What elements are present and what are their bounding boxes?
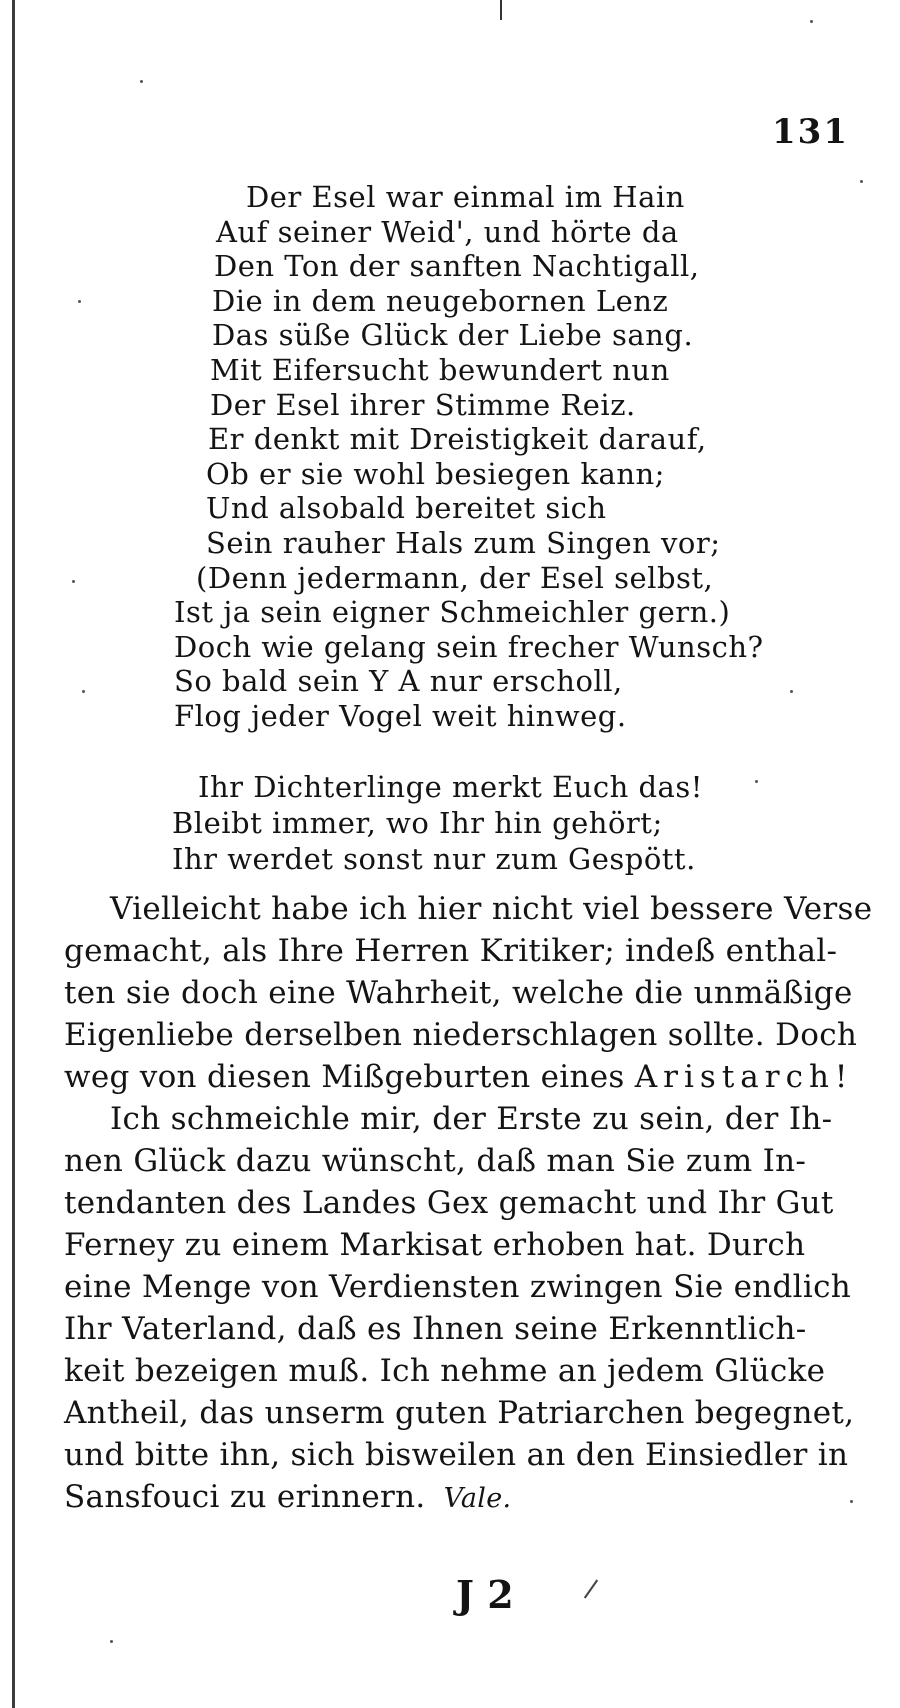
poem-line: Auf seiner Weid', und hörte da — [216, 214, 679, 249]
poem-line: Den Ton der sanften Nachtigall, — [214, 249, 700, 284]
scan-speck — [860, 180, 863, 183]
scan-speck — [810, 20, 813, 23]
prose-line: tendanten des Landes Gex gemacht und Ihr Gut — [64, 1185, 834, 1221]
scan-speck — [755, 780, 758, 783]
scan-speck — [110, 1640, 113, 1643]
poem-line: Ihr Dichterlinge merkt Euch das! — [198, 770, 703, 804]
poem-line: Er denkt mit Dreistigkeit darauf, — [208, 422, 707, 457]
prose-line — [64, 1058, 848, 1096]
prose-line: eine Menge von Verdiensten zwingen Sie endlich — [64, 1269, 852, 1305]
poem-line: Der Esel ihrer Stimme Reiz. — [210, 387, 636, 422]
poem-line: Und alsobald bereitet sich — [206, 491, 607, 526]
prose-line-text: weg von diesen Mißgeburten eines — [64, 1059, 625, 1095]
prose-line: gemacht, als Ihre Herren Kritiker; indeß enthal- — [64, 933, 838, 969]
prose-line: Antheil, das unserm guten Patriarchen begegnet, — [64, 1395, 855, 1431]
prose-line: Vielleicht habe ich hier nicht viel bessere Verse — [110, 891, 873, 927]
prose-line: nen Glück dazu wünscht, daß man Sie zum In- — [64, 1143, 807, 1179]
prose-line: Ich schmeichle mir, der Erste zu sein, der Ih- — [110, 1101, 833, 1137]
poem-line: (Denn jedermann, der Esel selbst, — [196, 560, 714, 595]
poem-line: Sein rauher Hals zum Singen vor; — [206, 526, 721, 560]
scan-speck — [140, 80, 143, 83]
poem-line: Die in dem neugebornen Lenz — [212, 283, 669, 318]
poem-line: Ihr werdet sonst nur zum Gespött. — [172, 842, 696, 876]
prose-line: keit bezeigen muß. Ich nehme an jedem Glücke — [64, 1353, 826, 1389]
binding-edge — [12, 0, 15, 1708]
page-number: 131 — [772, 112, 849, 152]
scan-speck — [72, 580, 75, 583]
printer-signature: J 2 — [456, 1572, 514, 1617]
poem-line: Doch wie gelang sein frecher Wunsch? — [174, 629, 764, 664]
prose-line — [64, 1478, 511, 1518]
poem-line: Ist ja sein eigner Schmeichler gern.) — [174, 595, 731, 630]
scan-speck — [82, 690, 85, 693]
poem-line: Das süße Glück der Liebe sang. — [212, 318, 694, 353]
scan-speck — [850, 1500, 853, 1503]
prose-line-punctuation: ! — [834, 1059, 848, 1095]
poem-line: Flog jeder Vogel weit hinweg. — [174, 699, 627, 733]
poem-line: Der Esel war einmal im Hain — [246, 180, 685, 214]
prose-line: Eigenliebe derselben niederschlagen sollte. Doch — [64, 1017, 858, 1053]
prose-line: ten sie doch eine Wahrheit, welche die unmäßige — [64, 975, 853, 1011]
poem-line: Bleibt immer, wo Ihr hin gehört; — [172, 806, 663, 840]
poem-line: Ob er sie wohl besiegen kann; — [206, 456, 665, 491]
scan-mark — [584, 1579, 598, 1598]
prose-line: Ihr Vaterland, daß es Ihnen seine Erkenntlich- — [64, 1311, 807, 1347]
bracket-mark — [500, 0, 502, 20]
scan-speck — [790, 690, 793, 693]
prose-line: und bitte ihn, sich bisweilen an den Einsiedler in — [64, 1437, 849, 1473]
prose-line: Ferney zu einem Markisat erhoben hat. Durch — [64, 1227, 806, 1263]
closing-salutation: Vale. — [443, 1483, 512, 1514]
prose-line-text: Sansfouci zu erinnern. — [64, 1479, 426, 1515]
poem-line: Mit Eifersucht bewundert nun — [210, 353, 670, 387]
emphasized-name: Aristarch — [634, 1059, 835, 1095]
scan-speck — [78, 300, 81, 303]
poem-line: So bald sein Y A nur erscholl, — [174, 664, 623, 699]
